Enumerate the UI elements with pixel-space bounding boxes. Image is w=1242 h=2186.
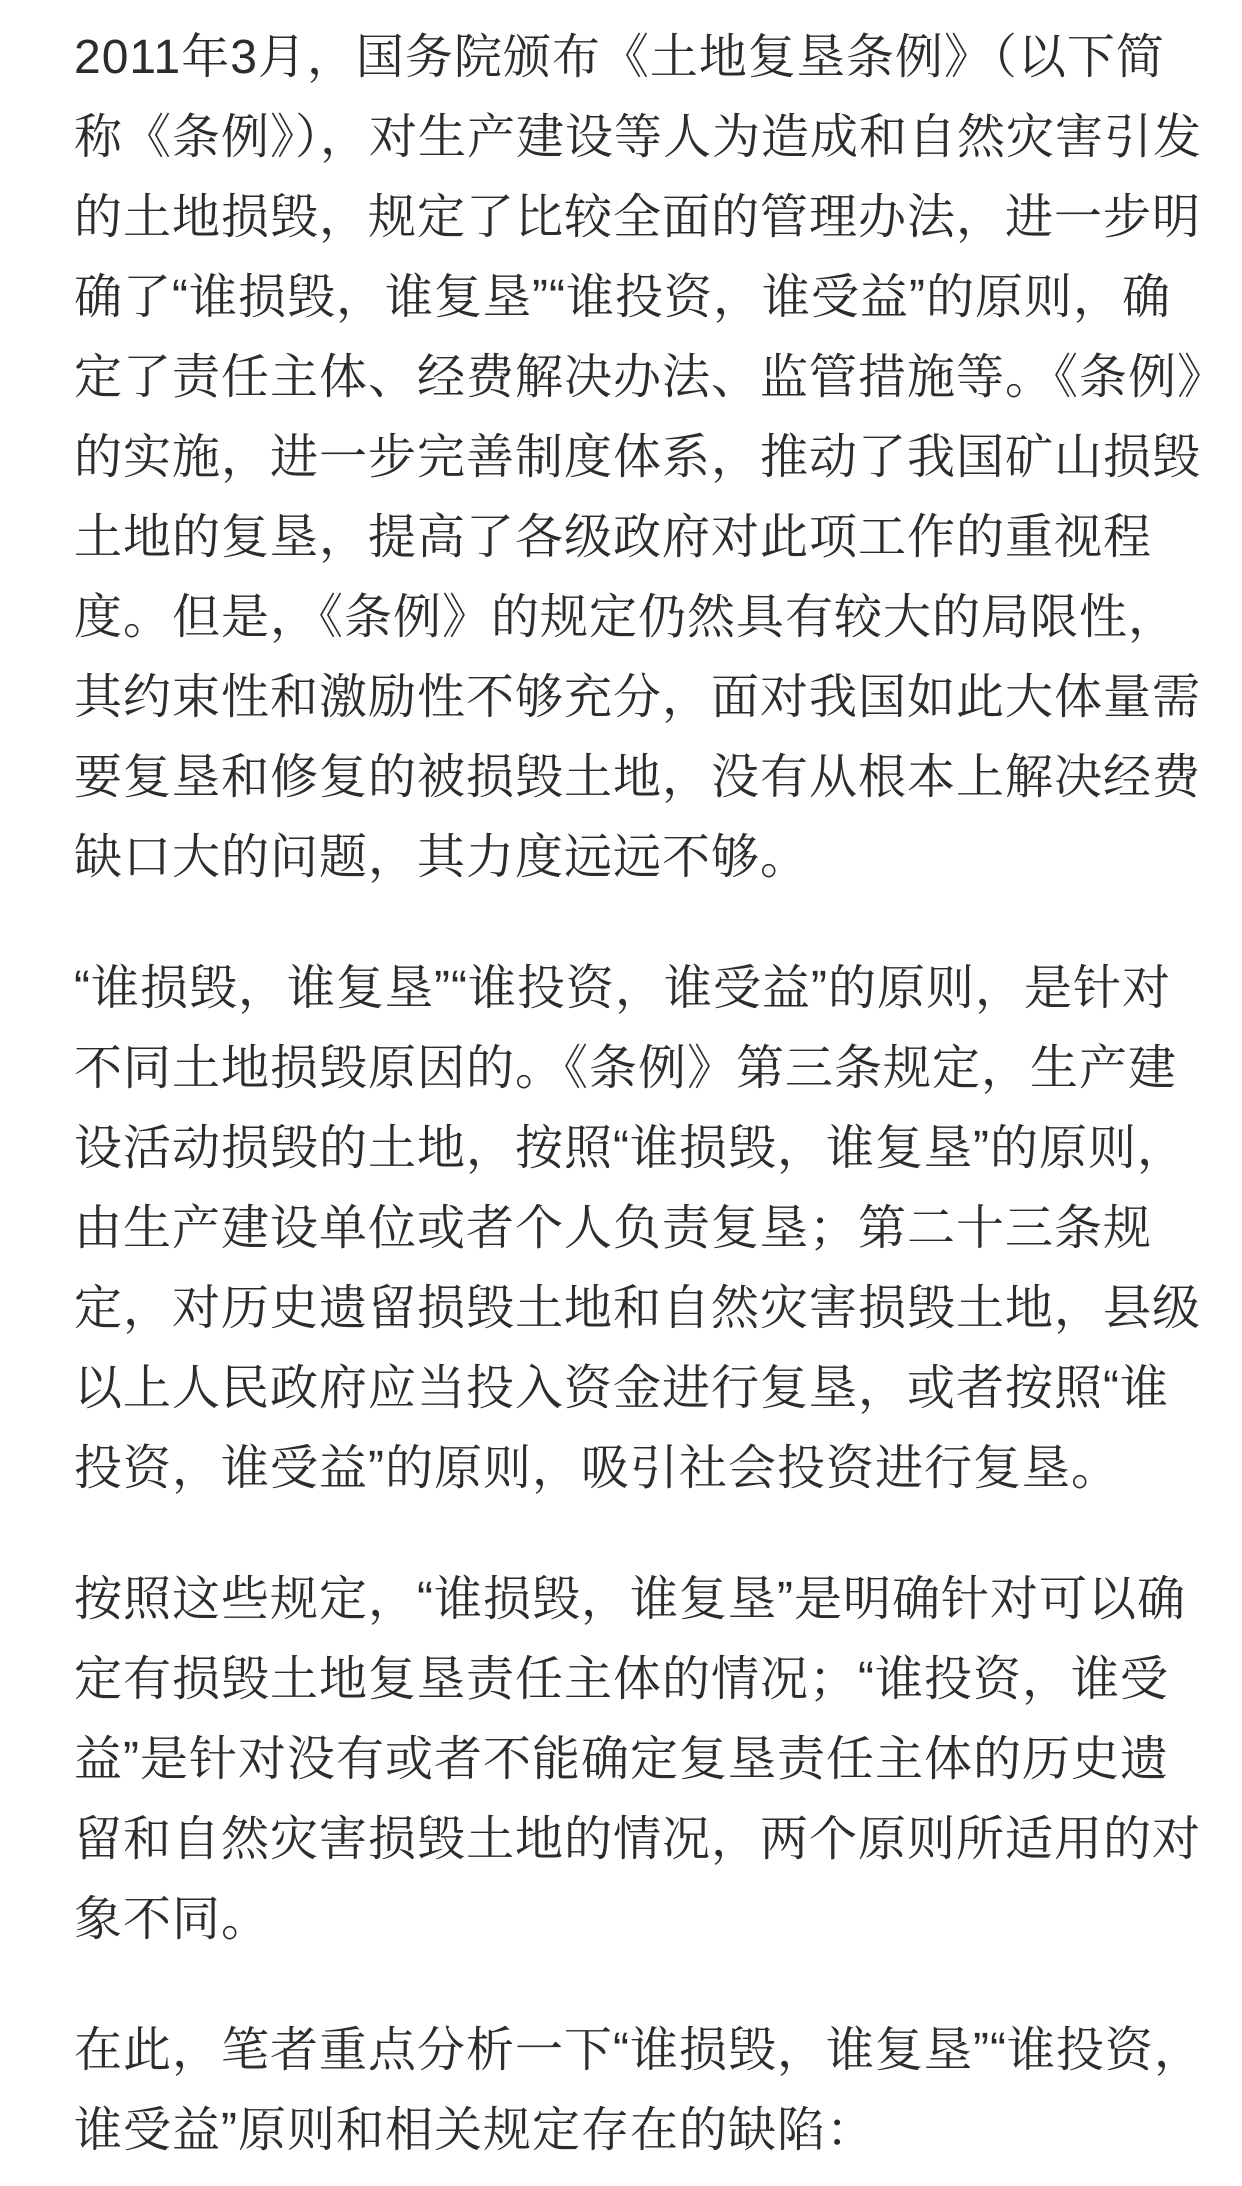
paragraph-principles-comparison: 按照这些规定，“谁损毁，谁复垦”是明确针对可以确定有损毁土地复垦责任主体的情况；“谁投资，谁受益”是针对没有或者不能确定复垦责任主体的历史遗留和自然灾害损毁土地的情况，两个原则所适用的对象不同。 — [74, 1573, 1202, 1946]
paragraph-principles-explained: “谁损毁，谁复垦”“谁投资，谁受益”的原则，是针对不同土地损毁原因的。《条例》第三条规定，生产建设活动损毁的土地，按照“谁损毁，谁复垦”的原则，由生产建设单位或者个人负责复垦；第二十三条规定，对历史遗留损毁土地和自然灾害损毁土地，县级以上人民政府应当投入资金进行复垦，或者按照“谁投资，谁受益”的原则，吸引社会投资进行复垦。 — [74, 962, 1202, 1495]
paragraph-analysis-intro: 在此，笔者重点分析一下“谁损毁，谁复垦”“谁投资，谁受益”原则和相关规定存在的缺陷： — [74, 2024, 1203, 2157]
paragraph-regulation-overview: 2011年3月，国务院颁布《土地复垦条例》（以下简称《条例》），对生产建设等人为造成和自然灾害引发的土地损毁，规定了比较全面的管理办法，进一步明确了“谁损毁，谁复垦”“谁投资，谁受益”的原则，确定了责任主体、经费解决办法、监管措施等。《条例》的实施，进一步完善制度体系，推动了我国矿山损毁土地的复垦，提高了各级政府对此项工作的重视程度。但是，《条例》的规定仍然具有较大的局限性，其约束性和激励性不够充分，面对我国如此大体量需要复垦和修复的被损毁土地，没有从根本上解决经费缺口大的问题，其力度远远不够。 — [74, 31, 1203, 884]
